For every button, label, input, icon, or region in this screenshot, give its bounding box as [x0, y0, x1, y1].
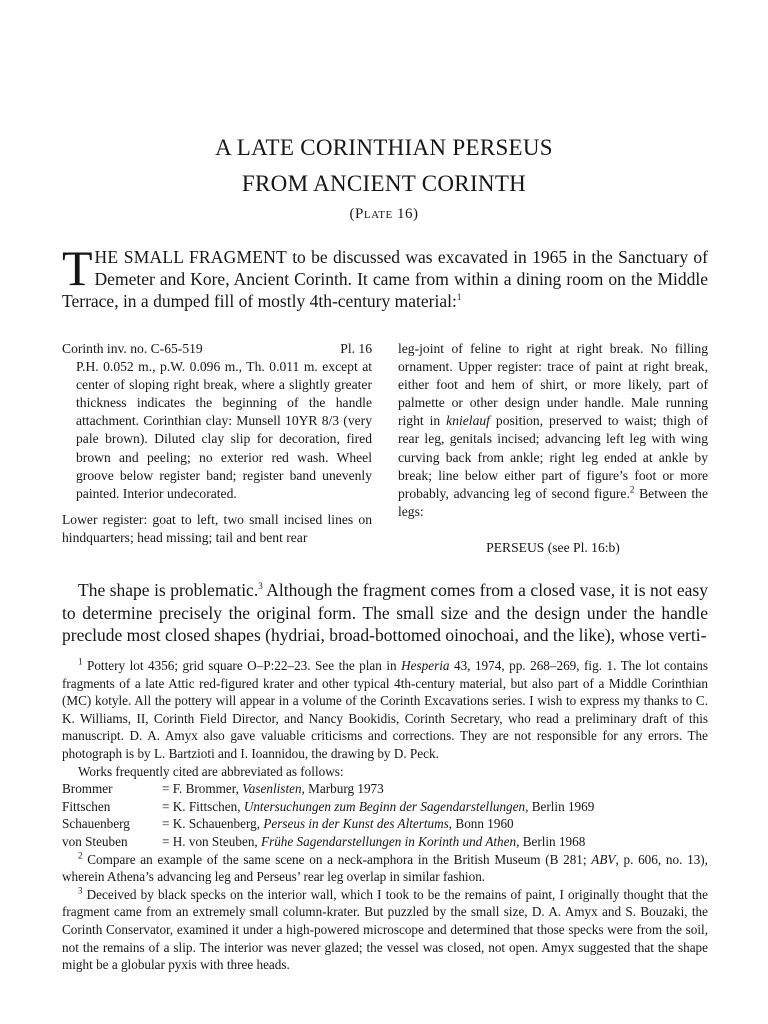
footnote-ref: 2: [629, 484, 635, 495]
plate-label: Pl. 16: [340, 341, 372, 356]
abbrev-value: = F. Brommer, Vasenlisten, Marburg 1973: [162, 781, 384, 797]
abbrev-key: von Steuben: [62, 833, 128, 849]
abbrev-key: Brommer: [62, 781, 113, 797]
catalogue-header: [62, 340, 372, 358]
catalogue-left-column: [62, 340, 372, 547]
footnote-ref: 3: [258, 581, 263, 592]
plate-reference: (Plate 16): [349, 206, 419, 222]
intro-text: to be discussed was excavated in 1965 in the Sanctuary of Demeter and Kore, Ancient Corinth. It came from within a dining room on the Middle Terrace, in a dumped fill of mostly 4th-century material:: [62, 247, 708, 311]
catalogue-description: P.H. 0.052 m., p.W. 0.096 m., Th. 0.011 m. except at center of sloping right break, where a slightly greater thickness indicates the beginning of the handle attachment. Corinthian clay: Munsell 10YR 8/3 (very pale brown). Diluted clay slip for decoration, fired brown and peeling; no exterior red wash. Wheel groove below register band; register band unevenly painted. Interior undecorated.: [76, 359, 372, 501]
lower-register-text: Lower register: goat to left, two small incised lines on hindquarters; head missing; tail and bent rear: [62, 511, 372, 545]
abbrev-value: = K. Schauenberg, Perseus in der Kunst des Altertums, Bonn 1960: [162, 816, 514, 832]
abbrev-key: Schauenberg: [62, 816, 130, 832]
footnote-2: $^2$ Compare an example of the same scene on a neck-amphora in the British Museum (B 281; ABV, p. 606, no. 13), wherein Athena’s advancing leg and Perseus’ rear leg overlap in similar fashion.: [62, 850, 708, 885]
catalogue-right-column: [398, 340, 708, 557]
works-intro: Works frequently cited are abbreviated as follows:: [78, 763, 344, 779]
footnote-ref: 1: [456, 292, 462, 303]
abbrev-value: = K. Fittschen, Untersuchungen zum Beginn der Sagendarstellungen, Berlin 1969: [162, 798, 595, 814]
perseus-inscription: PERSEUS (see Pl. 16:b): [486, 539, 620, 555]
article-title-line-2: FROM ANCIENT CORINTH: [241, 171, 527, 196]
inventory-number: Corinth inv. no. C-65-519: [62, 341, 203, 356]
register-description: leg-joint of feline to right at right break. No filling ornament. Upper register: trace of paint at right break, either foot and hem of shirt, or more likely, part of palmette or other design under handle. Male running right in knielauf position, preserved to waist; thigh of rear leg, genitals incised; advancing left leg with wing curving back from ankle; right leg ended at ankle by break; line below either part of figure’s foot or more probably, advancing leg of second figure.$^2$ Between the legs:: [398, 341, 709, 519]
abbrev-value: = H. von Steuben, Frühe Sagendarstellungen in Korinth und Athen, Berlin 1968: [162, 833, 586, 849]
footnotes: [62, 657, 708, 974]
drop-cap: T: [62, 240, 93, 296]
abbreviation-list: [62, 780, 708, 850]
footnote-1: $^1$ Pottery lot 4356; grid square O–P:22–23. See the plan in Hesperia 43, 1974, pp. 268–269, fig. 1. The lot contains fragments of a late Attic red-figured krater and other typical 4th-century material, but also part of a Middle Corinthian (MC) kotyle. All the pottery will appear in a volume of the Corinth Excavations series. I wish to express my thanks to C. K. Williams, II, Corinth Field Director, and Nancy Bookidis, Corinth Secretary, who read a preliminary draft of this manuscript. D. A. Amyx also gave valuable criticisms and corrections. They are not responsible for any errors. The photograph is by L. Bartzioti and I. Ioannidou, the drawing by D. Peck.: [62, 656, 708, 761]
intro-paragraph: [62, 240, 708, 312]
footnote-3: $^3$ Deceived by black specks on the interior wall, which I took to be the remains of paint, I originally thought that the fragment came from an extremely small column-krater. But puzzled by the small size, D. A. Amyx and S. Bouzaki, the Corinth Conservator, examined it under a high-powered microscope and determined that those specks were from the soil, not the remains of a slip. The interior was never glazed; the vessel was closed, not open. Amyx suggested that the shape might be a globular pyxis with three heads.: [62, 885, 708, 973]
body-paragraph: The shape is problematic.$^3$ Although the fragment comes from a closed vase, it is not easy to determine precisely the original form. The small size and the design under the handle preclude most closed shapes (hydriai, broad-bottomed oinochoai, and the like), whose verti-: [62, 580, 708, 645]
knielauf-term: knielauf: [446, 413, 490, 429]
abbrev-key: Fittschen: [62, 798, 111, 814]
article-title-line-1: A LATE CORINTHIAN PERSEUS: [215, 135, 553, 160]
intro-lead-caps: HE SMALL FRAGMENT: [94, 247, 287, 267]
